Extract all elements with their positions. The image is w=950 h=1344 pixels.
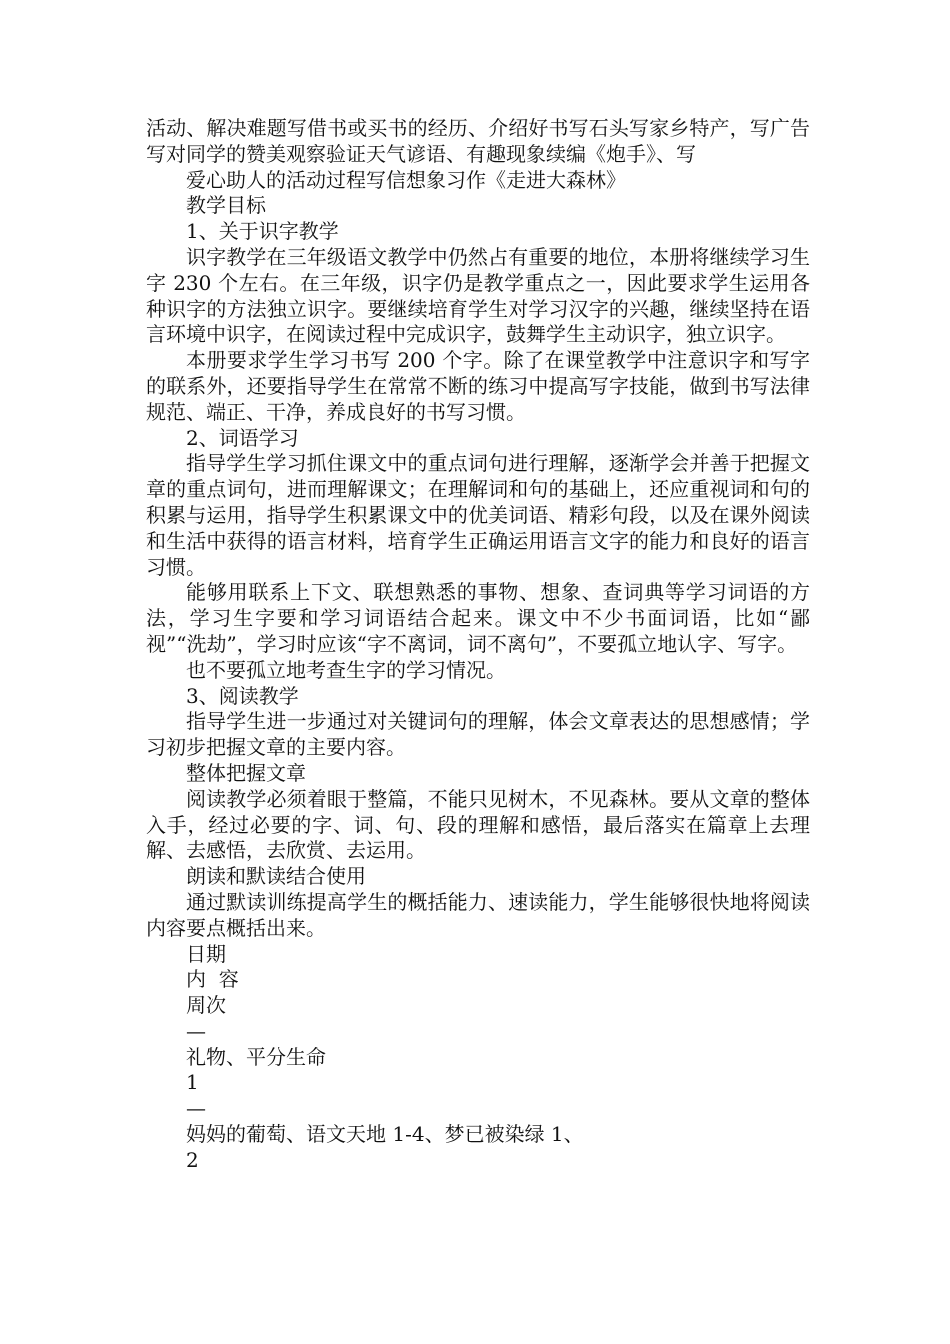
table-cell: 日期 <box>186 941 226 966</box>
table-cell: 1 <box>186 1070 199 1095</box>
table-cell: — <box>186 1096 206 1121</box>
paragraph: 指导学生学习抓住课文中的重点词句进行理解，逐渐学会并善于把握文章的重点词句，进而理解课文；在理解词和句的基础上，还应重视词和句的积累与运用，指导学生积累课文中的优美词语、精彩句段，以及在课外阅读和生活中获得的语言材料，培育学生正确运用语言文字的能力和良好的语言习惯。 <box>146 451 810 579</box>
table-cell: 2 <box>186 1147 199 1172</box>
paragraph: 能够用联系上下文、联想熟悉的事物、想象、查词典等学习词语的方法，学习生字要和学习词语结合起来。课文中不少书面词语，比如“鄙视”“洗劫”，学习时应该“字不离词，词不离句”，不要孤立地认字、写字。 <box>146 580 810 656</box>
paragraph: 通过默读训练提高学生的概括能力、速读能力，学生能够很快地将阅读内容要点概括出来。 <box>146 889 810 940</box>
document-page <box>146 116 810 1174</box>
paragraph: 本册要求学生学习书写 200 个字。除了在课堂教学中注意识字和写字的联系外，还要指导学生在常常不断的练习中提高写字技能，做到书写法律规范、端正、干净，养成良好的书写习惯。 <box>146 348 810 424</box>
table-cell: 妈妈的葡萄、语文天地 1-4、梦已被染绿 1、 <box>186 1122 584 1147</box>
section-heading: 3、阅读教学 <box>186 683 299 708</box>
subheading: 整体把握文章 <box>186 760 306 785</box>
section-heading: 1、关于识字教学 <box>186 219 339 244</box>
table-cell: — <box>186 1018 206 1043</box>
table-cell: 周次 <box>186 993 226 1018</box>
subheading: 朗读和默读结合使用 <box>186 864 366 889</box>
table-cell: 内 容 <box>186 967 239 992</box>
section-heading: 教学目标 <box>186 193 266 218</box>
paragraph: 也不要孤立地考查生字的学习情况。 <box>186 657 506 682</box>
paragraph: 阅读教学必须着眼于整篇，不能只见树木，不见森林。要从文章的整体入手，经过必要的字、词、句、段的理解和感悟，最后落实在篇章上去理解、去感悟，去欣赏、去运用。 <box>146 786 810 863</box>
text-line: 爱心助人的活动过程写信想象习作《走进大森林》 <box>186 167 626 192</box>
table-cell: 礼物、平分生命 <box>186 1044 326 1069</box>
paragraph: 识字教学在三年级语文教学中仍然占有重要的地位，本册将继续学习生字 230 个左右。在三年级，识字仍是教学重点之一，因此要求学生运用各种识字的方法独立识字。要继续培育学生对学习汉字的兴趣，继续坚持在语言环境中识字，在阅读过程中完成识字，鼓舞学生主动识字，独立识字。 <box>146 244 810 347</box>
section-heading: 2、词语学习 <box>186 425 299 450</box>
text-line: 活动、解决难题写借书或买书的经历、介绍好书写石头写家乡特产，写广告写对同学的赞美观察验证天气谚语、有趣现象续编《炮手》、写 <box>146 116 810 166</box>
paragraph: 指导学生进一步通过对关键词句的理解，体会文章表达的思想感情；学习初步把握文章的主要内容。 <box>146 709 810 760</box>
